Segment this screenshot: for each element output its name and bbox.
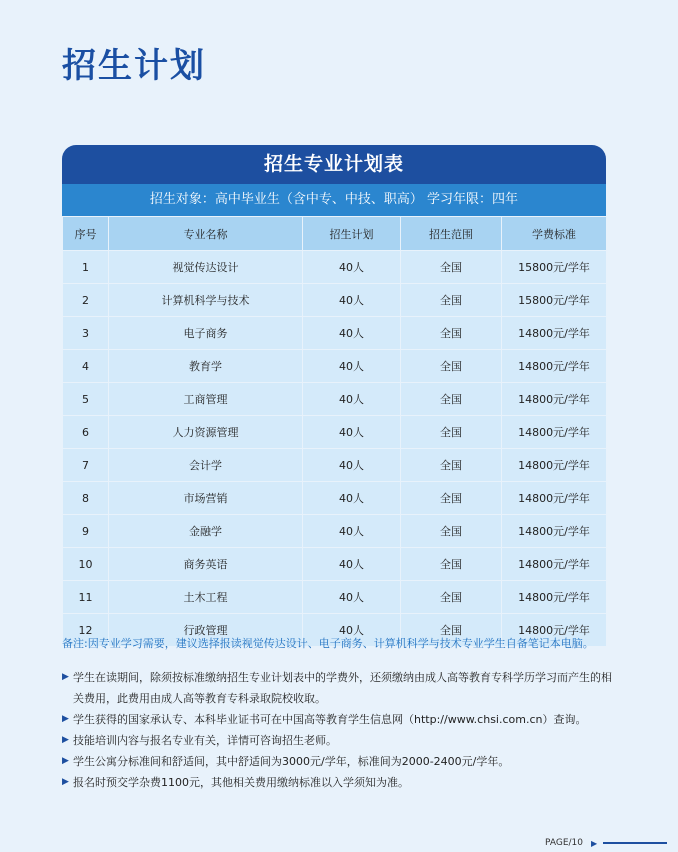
cell-quota: 40人 [303,284,401,317]
cell-quota: 40人 [303,317,401,350]
page-number: PAGE/10 [545,838,583,848]
col-header-quota: 招生计划 [303,217,401,251]
cell-quota: 40人 [303,350,401,383]
cell-quota: 40人 [303,548,401,581]
cell-quota: 40人 [303,482,401,515]
triangle-right-icon: ▶ [591,838,598,848]
cell-major: 市场营销 [109,482,303,515]
bullet-item: ▶ 学生在读期间，除须按标准缴纳招生专业计划表中的学费外，还须缴纳由成人高等教育专科学历学习而产生的相关费用，此费用由成人高等教育专科录取院校收取。 [62,667,622,709]
col-header-scope: 招生范围 [401,217,502,251]
cell-major: 土木工程 [109,581,303,614]
table-row [63,548,607,581]
cell-tuition: 14800元/学年 [502,548,607,581]
cell-index: 1 [63,251,109,284]
cell-scope: 全国 [401,317,502,350]
bullet-item: ▶ 报名时预交学杂费1100元，其他相关费用缴纳标准以入学须知为准。 [62,772,622,793]
col-header-tuition: 学费标准 [502,217,607,251]
cell-major: 会计学 [109,449,303,482]
cell-index: 5 [63,383,109,416]
cell-scope: 全国 [401,548,502,581]
cell-index: 2 [63,284,109,317]
table-row [63,416,607,449]
cell-index: 9 [63,515,109,548]
triangle-right-icon: ▶ [62,672,69,682]
cell-tuition: 14800元/学年 [502,317,607,350]
cell-index: 8 [63,482,109,515]
triangle-right-icon: ▶ [62,714,69,724]
cell-tuition: 15800元/学年 [502,251,607,284]
cell-quota: 40人 [303,416,401,449]
triangle-right-icon: ▶ [62,735,69,745]
footer-divider [603,842,667,844]
cell-quota: 40人 [303,581,401,614]
cell-major: 行政管理 [109,614,303,647]
cell-index: 10 [63,548,109,581]
cell-major: 计算机科学与技术 [109,284,303,317]
page-title: 招生计划 [62,46,206,86]
cell-tuition: 14800元/学年 [502,515,607,548]
cell-major: 工商管理 [109,383,303,416]
table-row [63,449,607,482]
col-header-index: 序号 [63,217,109,251]
cell-scope: 全国 [401,350,502,383]
cell-major: 金融学 [109,515,303,548]
cell-scope: 全国 [401,515,502,548]
cell-quota: 40人 [303,449,401,482]
cell-tuition: 14800元/学年 [502,482,607,515]
cell-scope: 全国 [401,482,502,515]
cell-index: 3 [63,317,109,350]
table-row [63,482,607,515]
cell-major: 人力资源管理 [109,416,303,449]
cell-scope: 全国 [401,449,502,482]
cell-tuition: 14800元/学年 [502,614,607,647]
triangle-right-icon: ▶ [62,777,69,787]
cell-major: 电子商务 [109,317,303,350]
table-row [63,515,607,548]
cell-index: 11 [63,581,109,614]
cell-scope: 全国 [401,416,502,449]
cell-major: 教育学 [109,350,303,383]
cell-scope: 全国 [401,581,502,614]
cell-scope: 全国 [401,284,502,317]
table-note: 备注:因专业学习需要，建议选择报读视觉传达设计、电子商务、计算机科学与技术专业学生自备笔记本电脑。 [62,637,594,650]
cell-index: 6 [63,416,109,449]
triangle-right-icon: ▶ [62,756,69,766]
cell-major: 视觉传达设计 [109,251,303,284]
table-subtitle: 招生对象：高中毕业生（含中专、中技、职高） 学习年限：四年 [62,184,606,216]
cell-index: 12 [63,614,109,647]
cell-scope: 全国 [401,614,502,647]
table-row [63,284,607,317]
bullet-item: ▶ 学生公寓分标准间和舒适间，其中舒适间为3000元/学年，标准间为2000-2400元/学年。 [62,751,622,772]
cell-index: 7 [63,449,109,482]
table-header-row [63,217,607,251]
cell-scope: 全国 [401,251,502,284]
enrollment-plan-table [62,145,606,647]
cell-tuition: 14800元/学年 [502,416,607,449]
cell-tuition: 14800元/学年 [502,383,607,416]
bullet-item: ▶ 技能培训内容与报名专业有关，详情可咨询招生老师。 [62,730,622,751]
table-row [63,251,607,284]
cell-quota: 40人 [303,383,401,416]
page-footer [545,838,667,848]
cell-tuition: 14800元/学年 [502,581,607,614]
cell-major: 商务英语 [109,548,303,581]
info-bullets [62,667,622,793]
bullet-item: ▶ 学生获得的国家承认专、本科毕业证书可在中国高等教育学生信息网（http://www.chsi.com.cn）查询。 [62,709,622,730]
table-row [63,350,607,383]
plan-table [62,216,607,647]
cell-quota: 40人 [303,251,401,284]
cell-quota: 40人 [303,614,401,647]
table-row [63,581,607,614]
table-row [63,317,607,350]
table-title: 招生专业计划表 [62,145,606,184]
cell-tuition: 14800元/学年 [502,449,607,482]
col-header-major: 专业名称 [109,217,303,251]
cell-quota: 40人 [303,515,401,548]
table-row [63,383,607,416]
cell-tuition: 14800元/学年 [502,350,607,383]
cell-index: 4 [63,350,109,383]
cell-tuition: 15800元/学年 [502,284,607,317]
cell-scope: 全国 [401,383,502,416]
